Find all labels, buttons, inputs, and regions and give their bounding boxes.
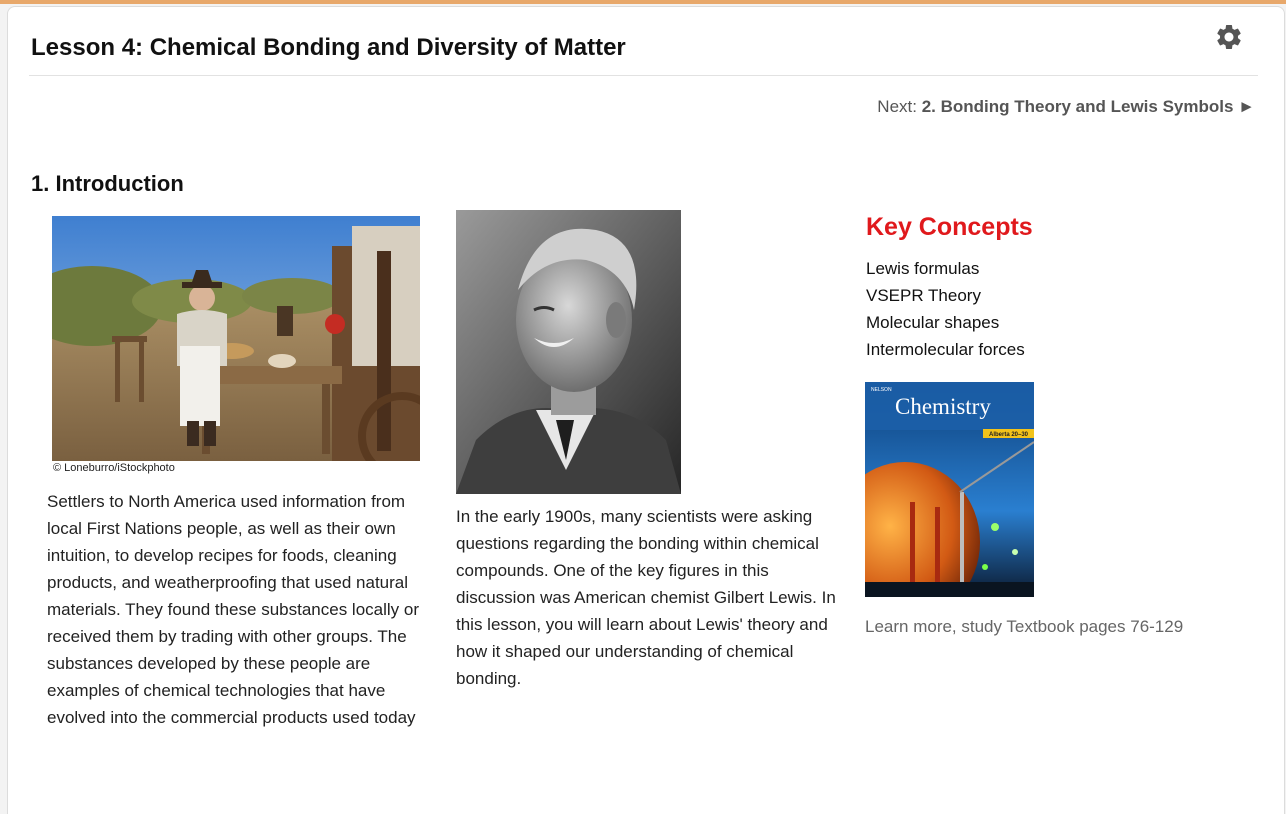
key-concept-item: Lewis formulas bbox=[866, 259, 980, 278]
textbook-cover[interactable] bbox=[865, 382, 1034, 597]
key-concept-item: VSEPR Theory bbox=[866, 286, 981, 305]
section-title: 1. Introduction bbox=[31, 171, 184, 196]
gilbert-lewis-portrait bbox=[456, 210, 681, 494]
key-concept-item: Intermolecular forces bbox=[866, 340, 1025, 359]
photo-credit: © Loneburro/iStockphoto bbox=[53, 462, 175, 474]
key-concepts-list bbox=[866, 255, 1025, 363]
book-edition: Alberta 20–30 bbox=[989, 432, 1029, 438]
textbook-learn-more-link[interactable]: Learn more, study Textbook pages 76-129 bbox=[865, 617, 1184, 636]
play-arrow-icon: ► bbox=[1238, 97, 1255, 116]
key-concepts-title: Key Concepts bbox=[866, 213, 1033, 241]
intro-paragraph-settlers: Settlers to North America used information from local First Nations people, as well as their own intuition, to develop recipes for foods, cleaning products, and weatherproofing that used natural materials. They found these substances locally or received them by trading with other groups. The substances developed by these people are examples of chemical technologies that have evolved into the commercial products used today bbox=[47, 492, 419, 727]
key-concept-item: Molecular shapes bbox=[866, 313, 1000, 332]
gear-icon[interactable] bbox=[1214, 22, 1244, 52]
next-prefix: Next: bbox=[877, 97, 917, 116]
intro-paragraph-lewis: In the early 1900s, many scientists were asking questions regarding the bonding within chemical compounds. One of the key figures in this discussion was American chemist Gilbert Lewis. In this lesson, you will learn about Lewis' theory and how it shaped our understanding of chemical bonding. bbox=[456, 507, 836, 688]
top-accent-bar bbox=[0, 0, 1286, 4]
lesson-title: Lesson 4: Chemical Bonding and Diversity of Matter bbox=[31, 34, 626, 61]
next-lesson-link[interactable] bbox=[877, 97, 1255, 117]
header-divider bbox=[29, 75, 1258, 76]
book-publisher: NELSON bbox=[871, 387, 892, 393]
next-lesson-title: 2. Bonding Theory and Lewis Symbols bbox=[921, 97, 1234, 116]
settler-photo bbox=[52, 216, 420, 461]
book-title: Chemistry bbox=[895, 394, 991, 419]
